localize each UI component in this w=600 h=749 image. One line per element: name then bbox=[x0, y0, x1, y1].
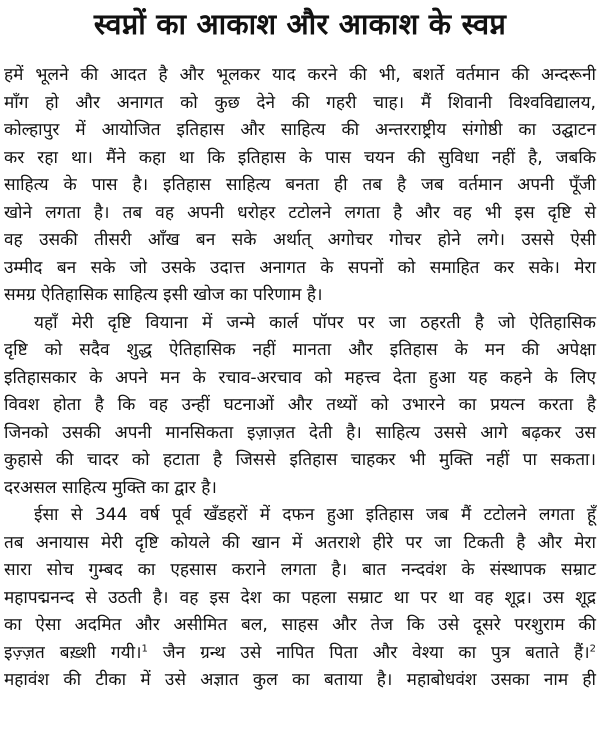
text-line: महापद्मनन्द से उठती है। वह इस देश का पहला सम्राट था पर था वह शूद्र। उस शूद्र bbox=[4, 587, 596, 608]
text-line: समग्र ऐतिहासिक साहित्य इसी खोज का परिणाम है। bbox=[4, 285, 323, 305]
text-line: माँग हो और अनागत को कुछ देने की गहरी चाह। मैं शिवानी विश्वविद्यालय, bbox=[4, 92, 596, 113]
footnote-mark: 1 bbox=[141, 642, 148, 654]
text-line: दृष्टि को सदैव शुद्ध ऐतिहासिक नहीं मानता और इतिहास के मन की अपेक्षा bbox=[4, 340, 596, 360]
text-line: का ऐसा अदमित और असीमित बल, साहस और तेज कि उसे दूसरे परशुराम की bbox=[4, 615, 596, 635]
text-line: सारा सोच गुम्बद का एहसास कराने लगता है। बात नन्दवंश के संस्थापक सम्राट bbox=[4, 560, 596, 580]
body-text bbox=[0, 62, 600, 695]
page-title: स्वप्नों का आकाश और आकाश के स्वप्न bbox=[93, 7, 507, 41]
text-line: यहाँ मेरी दृष्टि वियाना में जन्मे कार्ल पॉपर पर जा ठहरती है जो ऐतिहासिक bbox=[34, 312, 596, 333]
text-segment: जैन ग्रन्थ उसे नापित पिता और वेश्या का पुत्र बताते हैं। bbox=[162, 642, 590, 663]
text-line: वह उसकी तीसरी आँख बन सके अर्थात् अगोचर गोचर होने लगे। उससे ऐसी bbox=[4, 230, 596, 250]
text-line: विवश होता है कि वह उन्हीं घटनाओं और तथ्यों को उभारने का प्रयत्न करता है bbox=[4, 395, 596, 415]
text-segment: इज़्ज़त बख़्शी गयी। bbox=[4, 642, 142, 663]
text-line: कर रहा था। मैंने कहा था कि इतिहास के पास चयन की सुविधा नहीं है, जबकि bbox=[4, 147, 596, 168]
text-line: ईसा से 344 वर्ष पूर्व खँडहरों में दफन हुआ इतिहास जब मैं टटोलने लगता हूँ bbox=[34, 505, 596, 525]
text-line: तब अनायास मेरी दृष्टि कोयले की खान में अतराशे हीरे पर जा टिकती है और मेरा bbox=[4, 532, 596, 553]
text-line: महावंश की टीका में उसे अज्ञात कुल का बताया है। महाबोधवंश उसका नाम ही bbox=[4, 670, 596, 690]
text-line: कुहासे की चादर को हटाता है जिससे इतिहास चाहकर भी मुक्ति नहीं पा सकता। bbox=[4, 450, 596, 470]
text-line: दरअसल साहित्य मुक्ति का द्वार है। bbox=[4, 477, 217, 498]
text-line: उम्मीद बन सके जो उसके उदात्त अनागत के सपनों को समाहित कर सके। मेरा bbox=[4, 257, 596, 278]
text-line: जिनको उसकी अपनी मानसिकता इज़ाज़त देती है। साहित्य उससे आगे बढ़कर उस bbox=[4, 422, 596, 443]
text-line-with-footnotes bbox=[0, 640, 600, 668]
text-line: कोल्हापुर में आयोजित इतिहास और साहित्य की अन्तरराष्ट्रीय संगोष्ठी का उद्घाटन bbox=[4, 120, 596, 140]
text-line: साहित्य के पास है। इतिहास साहित्य बनता ही तब है जब वर्तमान अपनी पूँजी bbox=[4, 175, 596, 195]
text-line: इतिहासकार के अपने मन के रचाव-अरचाव को महत्त्व देता हुआ यह कहने के लिए bbox=[4, 367, 596, 388]
text-line: हमें भूलने की आदत है और भूलकर याद करने की भी, बशर्ते वर्तमान की अन्दरूनी bbox=[4, 65, 596, 85]
text-line: खोने लगता है। तब वह अपनी धरोहर टटोलने लगता है और वह भी इस दृष्टि से bbox=[4, 202, 596, 223]
footnote-mark: 2 bbox=[589, 642, 596, 654]
